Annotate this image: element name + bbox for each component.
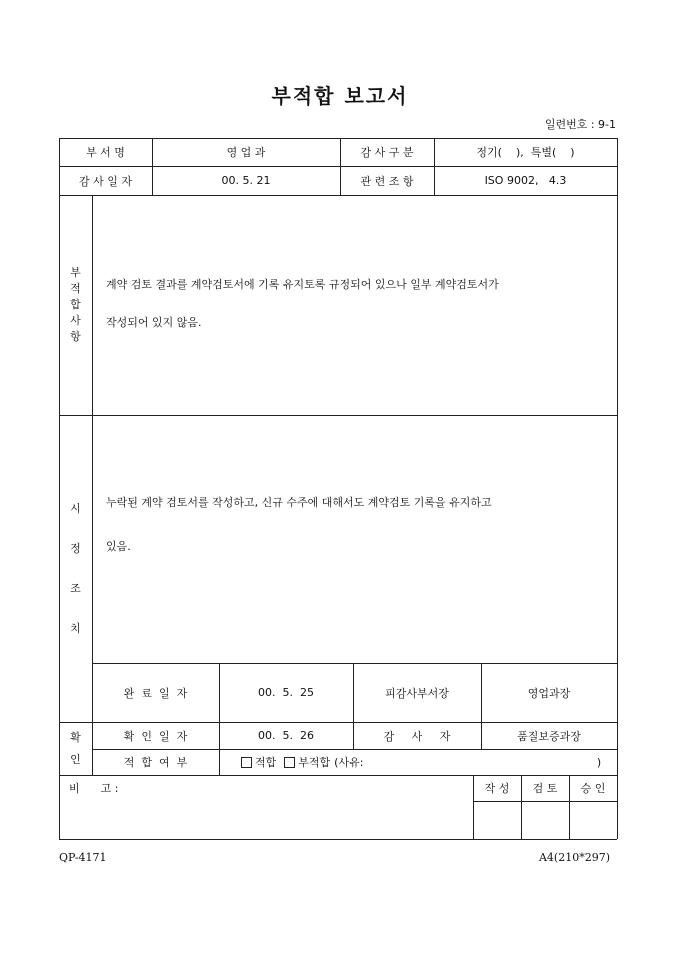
related-clause-value: ISO 9002, 4.3	[484, 174, 567, 187]
audit-date-value: 00. 5. 21	[221, 174, 271, 187]
serial-number: 일련번호 : 9-1	[544, 118, 616, 131]
audited-dept-head-value: 영업과장	[527, 686, 571, 700]
conformity-options	[241, 749, 363, 775]
audit-type-label: 감 사 구 분	[360, 146, 414, 159]
unfit-option-label: 부적합	[298, 756, 331, 769]
paper-size: A4(210*297)	[538, 851, 610, 864]
report-table	[59, 138, 617, 840]
nonconformity-label: 부 적 합 사 항	[70, 266, 81, 343]
dept-value: 영 업 과	[226, 146, 266, 159]
related-clause-label: 관 련 조 항	[360, 174, 414, 188]
unfit-checkbox[interactable]	[284, 757, 295, 768]
completion-date-label: 완 료 일 자	[123, 686, 188, 700]
fit-checkbox[interactable]	[241, 757, 252, 768]
review-label: 검 토	[532, 782, 558, 795]
conformity-label: 적 합 여 부	[123, 756, 188, 769]
auditor-label: 감 사 자	[383, 729, 451, 743]
corrective-label: 시 정 조 치	[70, 501, 81, 635]
nonconformity-text: 계약 검토 결과를 계약검토서에 기록 유지토록 규정되어 있으나 일부 계약검토서가 작성되어 있지 않음.	[106, 278, 499, 329]
auditor-value: 품질보증과장	[517, 729, 581, 743]
fit-option-label: 적합	[255, 756, 277, 769]
completion-date-value: 00. 5. 25	[258, 686, 314, 699]
audit-type-value: 정기( ), 특별( )	[476, 146, 575, 159]
remarks-label: 비 고 :	[69, 782, 119, 795]
dept-label: 부 서 명	[86, 146, 125, 159]
confirm-date-label: 확 인 일 자	[123, 729, 188, 743]
approve-label: 승 인	[580, 782, 606, 795]
audited-dept-head-label: 피감사부서장	[385, 686, 449, 700]
write-label: 작 성	[484, 782, 510, 795]
audit-date-label: 감 사 일 자	[79, 174, 132, 188]
form-code: QP-4171	[59, 851, 107, 864]
confirm-date-value: 00. 5. 26	[258, 729, 314, 742]
reason-close: )	[596, 755, 602, 769]
document-title: 부적합 보고서	[271, 84, 409, 108]
confirm-label: 확 인	[70, 730, 81, 766]
reason-label: (사유:	[334, 756, 364, 769]
corrective-text: 누락된 계약 검토서를 작성하고, 신규 수주에 대해서도 계약검토 기록을 유지하고 있음.	[106, 496, 492, 553]
